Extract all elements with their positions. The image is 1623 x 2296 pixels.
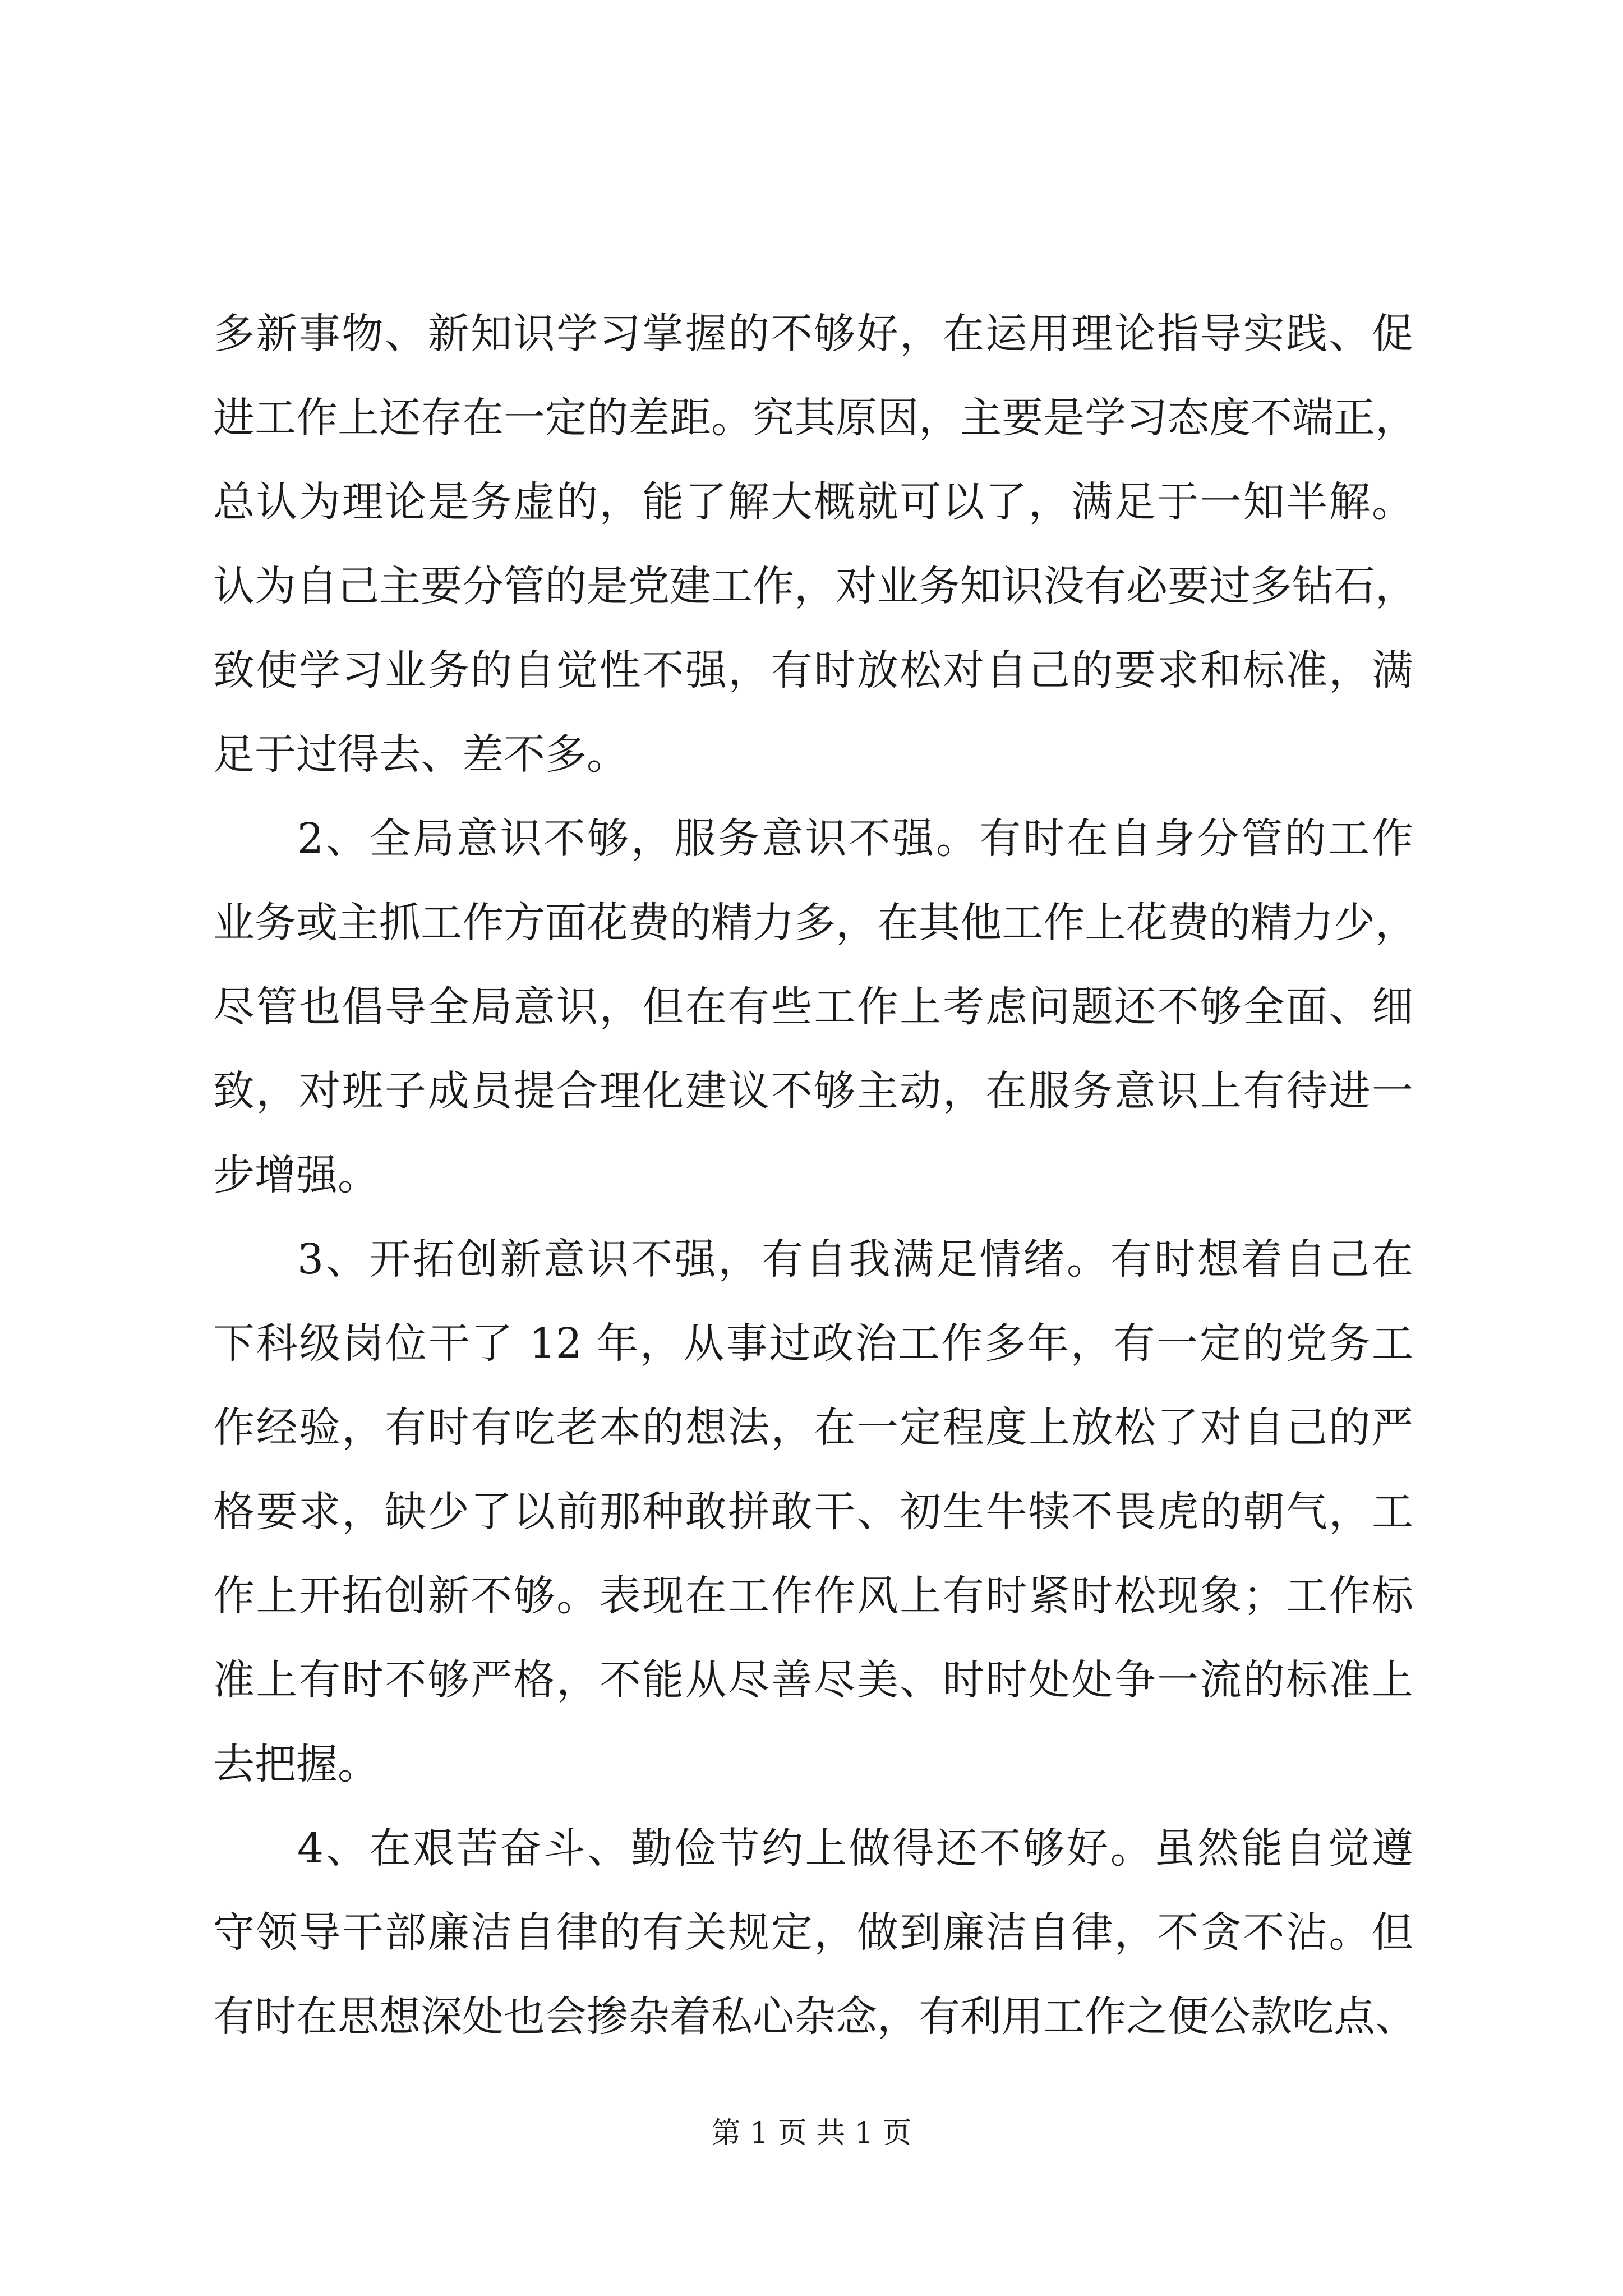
body-text-line: 多新事物、新知识学习掌握的不够好，在运用理论指导实践、促 [213,310,1413,358]
body-text-line: 业务或主抓工作方面花费的精力多，在其他工作上花费的精力少， [213,899,1417,947]
body-text-line: 致，对班子成员提合理化建议不够主动，在服务意识上有待进一 [213,1067,1413,1115]
body-text-line: 足于过得去、差不多。 [213,730,628,779]
body-text-line: 守领导干部廉洁自律的有关规定，做到廉洁自律，不贪不沾。但 [213,1908,1413,1957]
body-text-line: 准上有时不够严格，不能从尽善尽美、时时处处争一流的标准上 [213,1656,1413,1704]
body-text-line: 作经验，有时有吃老本的想法，在一定程度上放松了对自己的严 [213,1404,1413,1452]
body-text-line: 总认为理论是务虚的，能了解大概就可以了，满足于一知半解。 [213,478,1413,526]
body-text-line: 致使学习业务的自觉性不强，有时放松对自己的要求和标准，满 [213,646,1413,694]
body-text-line: 下科级岗位干了 12 年，从事过政治工作多年，有一定的党务工 [213,1319,1413,1368]
body-text-line: 尽管也倡导全局意识，但在有些工作上考虑问题还不够全面、细 [213,983,1413,1031]
paragraph-3-first-line: 3、开拓创新意识不强，有自我满足情绪。有时想着自己在 [297,1235,1413,1283]
body-text-line: 格要求，缺少了以前那种敢拼敢干、初生牛犊不畏虎的朝气，工 [213,1488,1413,1536]
body-text-line: 步增强。 [213,1151,379,1199]
body-text-line: 认为自己主要分管的是党建工作，对业务知识没有必要过多钻石， [213,562,1417,610]
paragraph-4-first-line: 4、在艰苦奋斗、勤俭节约上做得还不够好。虽然能自觉遵 [297,1824,1413,1872]
body-text-line: 进工作上还存在一定的差距。究其原因，主要是学习态度不端正， [213,394,1417,442]
paragraph-2-first-line: 2、全局意识不够，服务意识不强。有时在自身分管的工作 [297,815,1413,863]
body-text-line: 去把握。 [213,1740,379,1788]
page-number-footer: 第 1 页 共 1 页 [711,2116,912,2150]
body-text-line: 有时在思想深处也会掺杂着私心杂念，有利用工作之便公款吃点、 [213,1993,1417,2041]
body-text-line: 作上开拓创新不够。表现在工作作风上有时紧时松现象；工作标 [213,1572,1413,1620]
